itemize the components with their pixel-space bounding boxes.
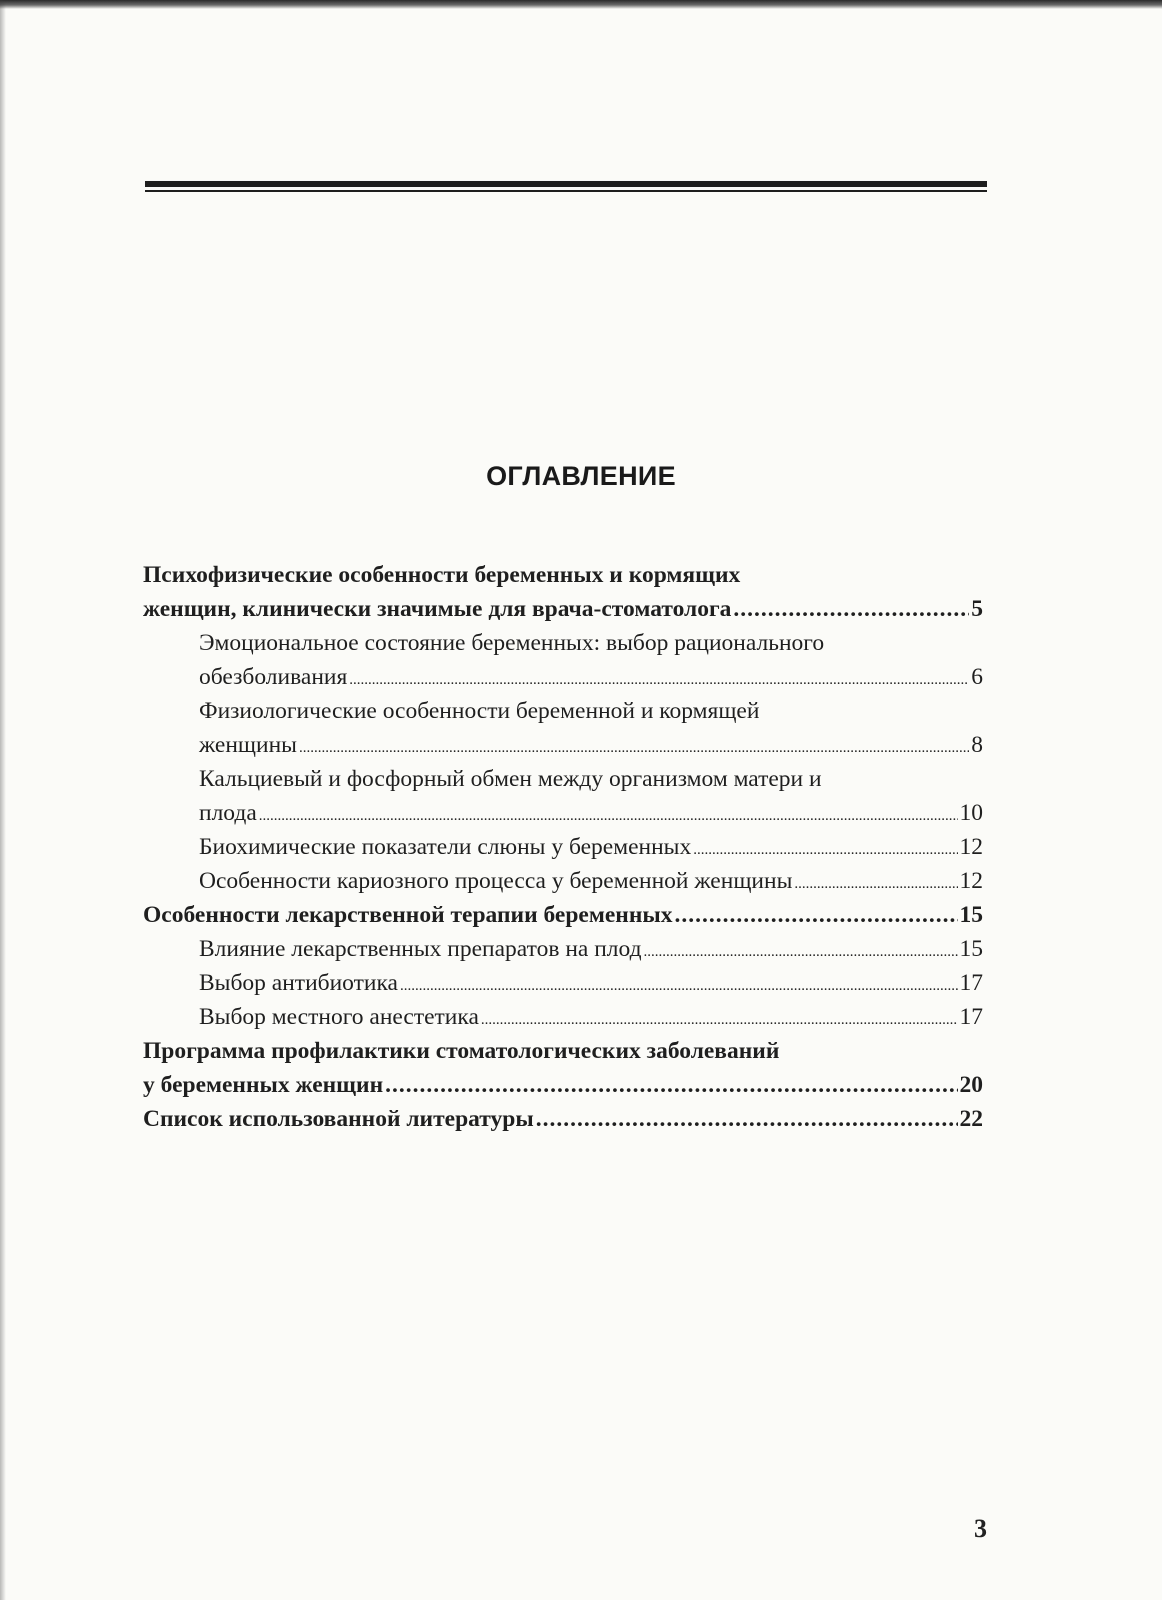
toc-entry-line: Физиологические особенности беременной и кормящей (199, 698, 760, 724)
toc-entry-title: Биохимические показатели слюны у беременных (199, 834, 692, 860)
page-number: 3 (974, 1514, 987, 1543)
toc-entry-title: Выбор антибиотика (199, 970, 398, 996)
toc-page-number: 15 (959, 936, 983, 962)
table-of-contents (143, 558, 983, 1136)
toc-entry-line: Кальциевый и фосфорный обмен между организмом матери и (199, 766, 822, 792)
toc-entry[interactable] (143, 1102, 983, 1136)
toc-entry-title: женщины (199, 732, 297, 758)
toc-entry[interactable] (143, 1000, 983, 1034)
toc-entry-last-line (143, 898, 983, 932)
toc-entry-last-line (199, 966, 983, 1000)
dot-leader (385, 1068, 957, 1102)
toc-entry[interactable] (143, 694, 983, 762)
toc-entry-title: Влияние лекарственных препаратов на плод (199, 936, 642, 962)
toc-entry[interactable] (143, 932, 983, 966)
dot-leader (644, 935, 958, 969)
dot-leader (794, 867, 957, 901)
toc-page-number: 12 (959, 868, 983, 894)
toc-page-number: 17 (959, 970, 983, 996)
dot-leader (299, 731, 969, 765)
toc-entry-last-line (143, 1068, 983, 1102)
page-title: ОГЛАВЛЕНИЕ (486, 461, 676, 491)
toc-entry-line: Эмоциональное состояние беременных: выбор рационального (199, 630, 825, 656)
toc-entry[interactable] (143, 558, 983, 626)
dot-leader (349, 663, 969, 697)
toc-entry-last-line (199, 660, 983, 694)
toc-page-number: 15 (959, 902, 983, 928)
toc-page-number: 20 (959, 1072, 983, 1098)
toc-entry[interactable] (143, 864, 983, 898)
toc-page-number: 6 (971, 664, 983, 690)
toc-entry[interactable] (143, 830, 983, 864)
toc-page-number: 12 (959, 834, 983, 860)
toc-page-number: 8 (971, 732, 983, 758)
toc-entry[interactable] (143, 626, 983, 694)
toc-entry-last-line (143, 1102, 983, 1136)
toc-entry-line: Программа профилактики стоматологических заболеваний (143, 1038, 780, 1064)
toc-entry-title: плода (199, 800, 257, 826)
toc-entry-last-line (199, 864, 983, 898)
toc-entry-last-line (199, 932, 983, 966)
toc-entry-title: Особенности лекарственной терапии беременных (143, 902, 673, 928)
toc-entry-title: Выбор местного анестетика (199, 1004, 479, 1030)
toc-entry-line: Психофизические особенности беременных и кормящих (143, 562, 741, 588)
dot-leader (674, 898, 957, 932)
toc-page-number: 22 (959, 1106, 983, 1132)
toc-entry-last-line (199, 1000, 983, 1034)
toc-entry-last-line (199, 796, 983, 830)
toc-page-number: 10 (959, 800, 983, 826)
dot-leader (481, 1003, 958, 1037)
toc-entry-title: обезболивания (199, 664, 348, 690)
dot-leader (400, 969, 958, 1003)
toc-entry-title: Список использованной литературы (143, 1106, 534, 1132)
dot-leader (733, 592, 969, 626)
dot-leader (536, 1102, 958, 1136)
toc-entry[interactable] (143, 1034, 983, 1102)
toc-entry-last-line (143, 592, 983, 626)
header-rule-thick (145, 181, 987, 187)
toc-entry[interactable] (143, 762, 983, 830)
dot-leader (259, 799, 958, 833)
toc-entry-last-line (199, 830, 983, 864)
toc-entry-title: Особенности кариозного процесса у беременной женщины (199, 868, 793, 894)
toc-page-number: 5 (971, 596, 983, 622)
toc-entry[interactable] (143, 966, 983, 1000)
toc-entry-last-line (199, 728, 983, 762)
scan-edge-left (0, 0, 6, 1600)
toc-entry-title: женщин, клинически значимые для врача-стоматолога (143, 596, 732, 622)
toc-page-number: 17 (959, 1004, 983, 1030)
header-rule-thin (145, 190, 987, 192)
toc-entry-title: у беременных женщин (143, 1072, 384, 1098)
scan-edge-top (0, 0, 1162, 9)
toc-entry[interactable] (143, 898, 983, 932)
dot-leader (693, 833, 957, 867)
